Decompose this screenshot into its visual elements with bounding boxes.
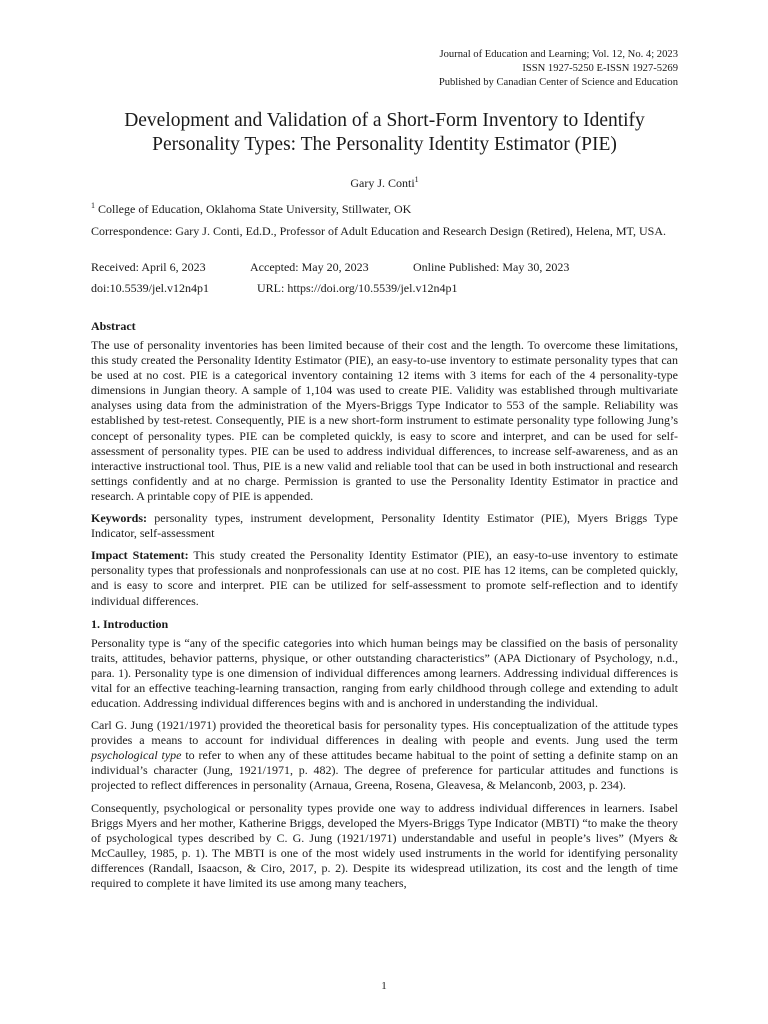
affiliation-sup: 1 xyxy=(91,201,95,210)
accepted-date: Accepted: May 20, 2023 xyxy=(250,260,369,274)
doi-url[interactable]: URL: https://doi.org/10.5539/jel.v12n4p1 xyxy=(257,281,458,295)
affiliation xyxy=(91,198,678,217)
journal-issn: ISSN 1927-5250 E-ISSN 1927-5269 xyxy=(522,63,678,74)
affiliation-text: College of Education, Oklahoma State University, Stillwater, OK xyxy=(98,202,412,216)
intro-p2-end: to refer to when any of these attitudes became habitual to the point of setting a definite stamp on an individual’s character (Jung, 1921/1971, p. 482). The degree of preference for particular attitudes and functions is projected to reflect differences in personality (Arnaua, Greena, Rosena, Gleavesa, & Melanconb, 2003, p. 234). xyxy=(91,748,679,793)
publication-dates xyxy=(91,259,678,275)
author-sup: 1 xyxy=(414,175,419,184)
article-page xyxy=(91,48,678,891)
author-line xyxy=(91,172,678,191)
keywords-label: Keywords: xyxy=(91,511,147,526)
doi-text: doi:10.5539/jel.v12n4p1 xyxy=(91,281,209,295)
abstract-heading: Abstract xyxy=(91,319,136,333)
published-date: Online Published: May 30, 2023 xyxy=(413,260,570,274)
intro-p2-emphasis: psychological type xyxy=(91,748,182,763)
received-date: Received: April 6, 2023 xyxy=(91,260,206,274)
impact-statement xyxy=(91,548,678,608)
journal-citation: Journal of Education and Learning; Vol. 12, No. 4; 2023 xyxy=(439,49,678,60)
article-title: Development and Validation of a Short-Form Inventory to Identify Personality Types: The Personality Identity Estimator (PIE) xyxy=(124,110,645,155)
impact-label: Impact Statement: xyxy=(91,548,189,563)
keywords-text: personality types, instrument development, Personality Identity Estimator (PIE), Myers Briggs Type Indicator, self-assessment xyxy=(91,511,678,541)
author-name: Gary J. Conti xyxy=(350,176,415,190)
intro-paragraph-1: Personality type is “any of the specific categories into which human beings may be classified on the basis of personality traits, attitudes, behavior patterns, physique, or other outstanding characteristics” (APA Dictionary of Psychology, n.d., para. 1). Personality type is one dimension of individual differences among learners. Addressing individual differences is vital for an effective teaching-learning transaction, ranging from early childhood through college and extending to adult education. Addressing individual differences begins with and is anchored in understanding the individual. xyxy=(91,635,678,710)
doi-line xyxy=(91,280,678,296)
impact-text: This study created the Personality Identity Estimator (PIE), an easy-to-use inventory to estimate personality types that professionals and nonprofessionals can use at no cost. PIE has 12 items, can be completed quickly, and is easy to score and interpret. PIE can be utilized for self-assessment to promote self-reflection and to identify individual differences. xyxy=(91,548,678,608)
journal-publisher: Published by Canadian Center of Science and Education xyxy=(438,77,678,88)
intro-paragraph-3: Consequently, psychological or personality types provide one way to address individual differences in learners. Isabel Briggs Myers and her mother, Katherine Briggs, developed the Myers-Briggs Type Indicator (MBTI) “to make the theory of psychological types described by C. G. Jung (1921/1971) understandable and useful in people’s lives” (Myers & McCaulley, 1985, p. 1). The MBTI is one of the most widely used instruments in the world for identifying personality differences (Randall, Isaacson, & Ciro, 2017, p. 2). Despite its widespread utilization, its cost and the length of time required to complete it have limited its use among many teachers, xyxy=(91,800,678,890)
page-number: 1 xyxy=(381,980,387,992)
correspondence: Correspondence: Gary J. Conti, Ed.D., Professor of Adult Education and Research Design (Retired), Helena, MT, USA. xyxy=(91,224,666,238)
intro-paragraph-2 xyxy=(91,718,678,793)
keywords xyxy=(91,511,678,541)
journal-header xyxy=(91,48,678,90)
abstract-text: The use of personality inventories has been limited because of their cost and the length. To overcome these limitations, this study created the Personality Identity Estimator (PIE), an easy-to-use inventory to estimate personality types that can be used at no cost. PIE is a categorical inventory containing 12 items with 3 items for each of the 4 personality-type dimensions in Jungian theory. A sample of 1,104 was used to create PIE. Validity was established through multivariate analyses using data from the administration of the Myers-Briggs Type Indicator to 553 of the sample. Reliability was established by test-retest. Consequently, PIE is a new short-form instrument to estimate personality type following Jung’s concept of personality types. PIE can be completed quickly, is easy to score and interpret, and can be used for self-assessment of personality types. PIE can be used to address individual differences, to increase self-awareness, and as an interactive instructional tool. Thus, PIE is a new valid and reliable tool that can be used in both instructional and research settings confidently and at no charge. Permission is granted to use the Personality Identity Estimator in practice and research. A printable copy of PIE is appended. xyxy=(91,338,678,503)
introduction-heading: 1. Introduction xyxy=(91,616,169,631)
intro-p2-start: Carl G. Jung (1921/1971) provided the theoretical basis for personality types. His conceptualization of the attitude types provides a means to account for individual differences in dealing with people and events. Jung used the term xyxy=(91,718,678,748)
